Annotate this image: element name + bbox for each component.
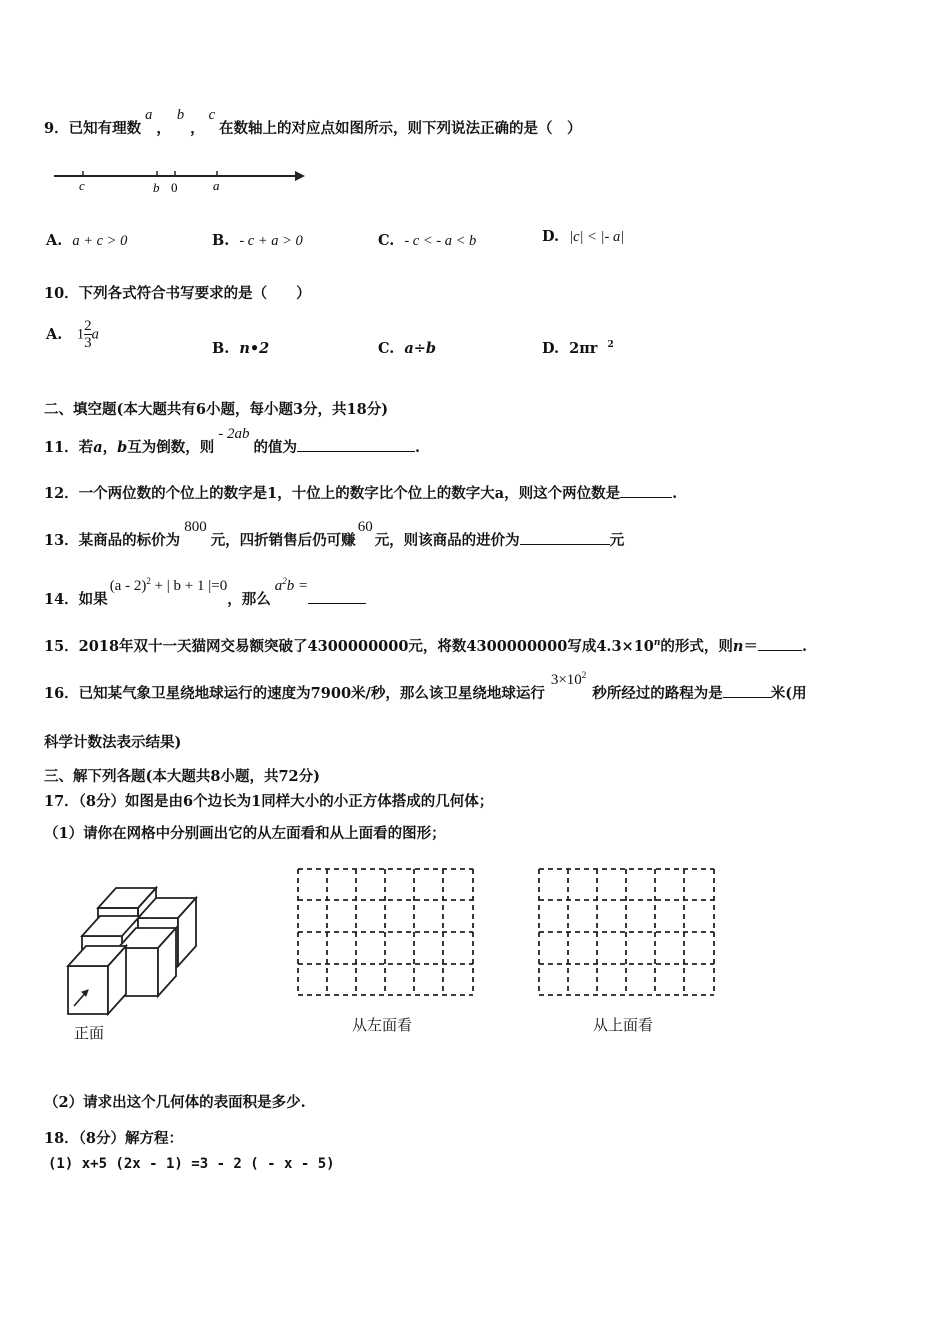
cube-figure <box>60 866 210 1026</box>
q9-option-d[interactable]: D. |c| < |- a| <box>542 228 625 245</box>
left-view-grid[interactable] <box>296 866 476 998</box>
q9-option-b[interactable]: B. - c + a > 0 <box>212 232 303 249</box>
q9-option-c[interactable]: C. - c < - a < b <box>378 232 477 249</box>
q10-option-c[interactable]: C. a÷b <box>378 340 437 357</box>
q9-option-a[interactable]: A. a + c > 0 <box>46 232 128 249</box>
q10-stem: 10．下列各式符合书写要求的是（ ） <box>44 285 311 302</box>
fig-label-top: 从上面看 <box>593 1016 654 1034</box>
axis-label-c: c <box>79 178 85 193</box>
q17-sub1: （1）请你在网格中分别画出它的从左面看和从上面看的图形； <box>44 825 446 842</box>
q13: 13．某商品的标价为800元，四折销售后仍可赚60元，则该商品的进价为 元 <box>44 519 625 549</box>
q17-sub2: （2）请求出这个几何体的表面积是多少. <box>44 1094 306 1111</box>
q16-line2: 科学计数法表示结果) <box>44 734 182 751</box>
q10-option-d[interactable]: D. 2πr $^2$ <box>542 340 614 357</box>
q14: 14．如果(a - 2)$^2$ + | b + 1 |=0，那么$a^2b$ = <box>44 588 366 609</box>
q12: 12．一个两位数的个位上的数字是1，十位上的数字比个位上的数字大a，则这个两位数是 . <box>44 485 678 502</box>
axis-label-a: a <box>213 178 220 193</box>
q15: 15．2018年双十一天猫网交易额突破了4300000000元，将数4300000000写成$4.3\times 10^n$的形式，则n＝ . <box>44 638 808 655</box>
fig-label-front: 正面 <box>74 1024 105 1042</box>
q11: 11．若a，b互为倒数，则- 2ab的值为 . <box>44 426 421 456</box>
q18-title: 18．（8分）解方程： <box>44 1130 184 1147</box>
q18-sub1: (1) x+5 (2x - 1) =3 - 2 ( - x - 5) <box>48 1156 335 1172</box>
q9-stem: 9．已知有理数a，b，c在数轴上的对应点如图所示，则下列说法正确的是（ ） <box>44 107 582 137</box>
section-2-title: 二、填空题(本大题共有6小题，每小题3分，共18分) <box>44 401 389 418</box>
fig-label-left: 从左面看 <box>352 1016 413 1034</box>
section-3-title: 三、解下列各题(本大题共8小题，共72分) <box>44 768 320 785</box>
axis-label-b: b <box>153 180 160 195</box>
q10-option-a[interactable]: A. 1 $\frac{2}{3}$ a <box>46 318 99 351</box>
q10-option-b[interactable]: B. n•2 <box>212 340 270 357</box>
q16: 16．已知某气象卫星绕地球运行的速度为7900米/秒，那么该卫星绕地球运行$3\times 10^2$秒所经过的路程为是 米(用 <box>44 670 807 702</box>
number-line-figure <box>50 165 310 195</box>
q17-title: 17．（8分）如图是由6个边长为1同样大小的小正方体搭成的几何体； <box>44 793 494 810</box>
axis-label-0: 0 <box>171 180 178 195</box>
top-view-grid[interactable] <box>537 866 717 998</box>
